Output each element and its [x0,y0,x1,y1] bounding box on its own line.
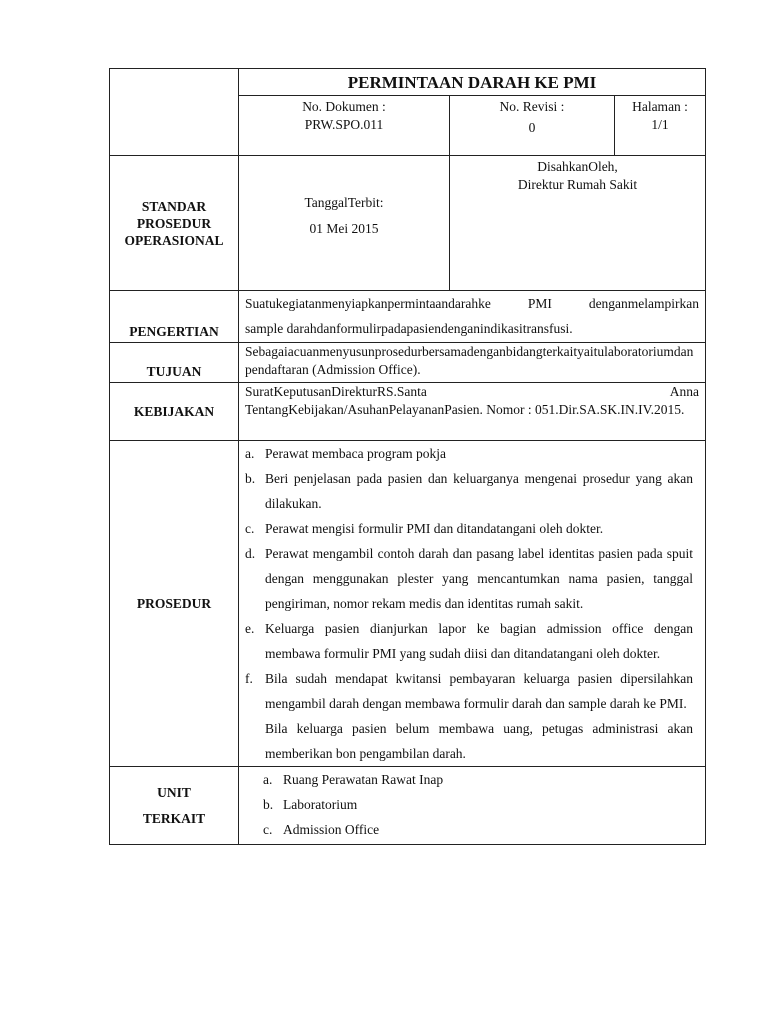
pengertian-cell [239,291,706,343]
approval-line1: DisahkanOleh, [537,159,618,174]
list-item-text: Bila keluarga pasien belum membawa uang, petugas administrasi akan memberikan bon pengambilan darah. [265,721,694,761]
sop-label-line2: PROSEDUR [136,215,212,231]
sop-row [110,156,706,291]
list-item-text: Perawat mengambil contoh darah dan pasang label identitas pasien pada spuit dengan menggunakan plester yang mencantumkan nama pasien, tanggal pengiriman, nomor rekam medis dan identitas rumah sakit. [265,546,694,611]
list-item-text: Beri penjelasan pada pasien dan keluarganya mengenai prosedur yang akan dilakukan. [265,471,694,511]
list-item-text: Perawat membaca program pokja [265,446,447,461]
prosedur-item [245,516,699,541]
unit-terkait-item [263,817,699,842]
list-item-text: Perawat mengisi formulir PMI dan ditandatangani oleh dokter. [265,521,604,536]
unit-terkait-row [110,767,706,845]
revision-label: No. Revisi : [499,99,565,114]
unit-terkait-item [263,792,699,817]
unit-terkait-label-line2: TERKAIT [142,810,206,826]
sop-label-line1: STANDAR [141,198,207,214]
pengertian-text1: Suatukegiatanmenyiapkanpermintaandarahke PMI denganmelampirkan [245,296,700,311]
tujuan-text: Sebagaiacuanmenyusunprosedurbersamadenganbidangterkaityaitulaboratoriumdanpendaftaran (Admission Office). [239,343,706,383]
kebijakan-label: KEBIJAKAN [110,383,239,441]
revision-cell [450,96,615,156]
approval-cell [450,156,706,291]
logo-cell [110,69,239,156]
doc-number-cell [239,96,450,156]
prosedur-cell [239,441,706,767]
title-row [110,69,706,96]
doc-number-value: PRW.SPO.011 [304,117,384,132]
list-marker: f. [245,671,253,686]
page-value: 1/1 [651,117,669,132]
list-marker: a. [245,446,255,461]
issue-date-label: TanggalTerbit: [304,195,384,210]
prosedur-list [245,441,699,766]
kebijakan-text: SuratKeputusanDirekturRS.Santa Anna TentangKebijakan/AsuhanPelayananPasien. Nomor : 051.Dir.SA.SK.IN.IV.2015. [239,383,706,441]
prosedur-item [245,441,699,466]
sop-label-line3: OPERASIONAL [124,232,224,248]
list-item-text: Laboratorium [283,797,358,812]
list-item-text: Keluarga pasien dianjurkan lapor ke bagian admission office dengan membawa formulir PMI yang sudah diisi dan ditandatangani oleh dokter. [265,621,694,661]
prosedur-item [245,616,699,666]
prosedur-item [245,716,699,766]
revision-value: 0 [528,120,536,135]
pengertian-text2: sample darahdanformulirpadapasiendenganindikasitransfusi. [245,321,573,336]
sop-label [110,156,239,291]
tujuan-label: TUJUAN [110,343,239,383]
list-item-text: Ruang Perawatan Rawat Inap [283,772,444,787]
prosedur-item [245,666,699,716]
unit-terkait-item [263,767,699,792]
unit-terkait-list [263,767,699,842]
approval-line2: Direktur Rumah Sakit [517,177,638,192]
issue-date-value: 01 Mei 2015 [309,221,379,236]
prosedur-label: PROSEDUR [110,441,239,767]
issue-date-cell [239,156,450,291]
list-marker: b. [245,471,256,486]
kebijakan-row [110,383,706,441]
page-cell [615,96,706,156]
pengertian-label: PENGERTIAN [110,291,239,343]
doc-number-label: No. Dokumen : [302,99,386,114]
prosedur-item [245,541,699,616]
prosedur-row [110,441,706,767]
list-item-text: Admission Office [283,822,380,837]
list-item-text: Bila sudah mendapat kwitansi pembayaran keluarga pasien dipersilahkan mengambil darah dengan membawa formulir darah dan sample darah ke PMI. [265,671,694,711]
document-title: PERMINTAAN DARAH KE PMI [239,69,706,96]
page-label: Halaman : [632,99,688,114]
list-marker: a. [263,772,273,787]
unit-terkait-label-line1: UNIT [157,784,191,800]
list-marker: c. [263,822,273,837]
list-marker: c. [245,521,255,536]
unit-terkait-label [110,767,239,845]
pengertian-row [110,291,706,343]
unit-terkait-cell [239,767,706,845]
list-marker: d. [245,546,256,561]
pengertian-line1 [245,291,699,316]
list-marker: e. [245,621,255,636]
sop-document-table [109,68,706,845]
prosedur-item [245,466,699,516]
tujuan-row [110,343,706,383]
list-marker: b. [263,797,274,812]
